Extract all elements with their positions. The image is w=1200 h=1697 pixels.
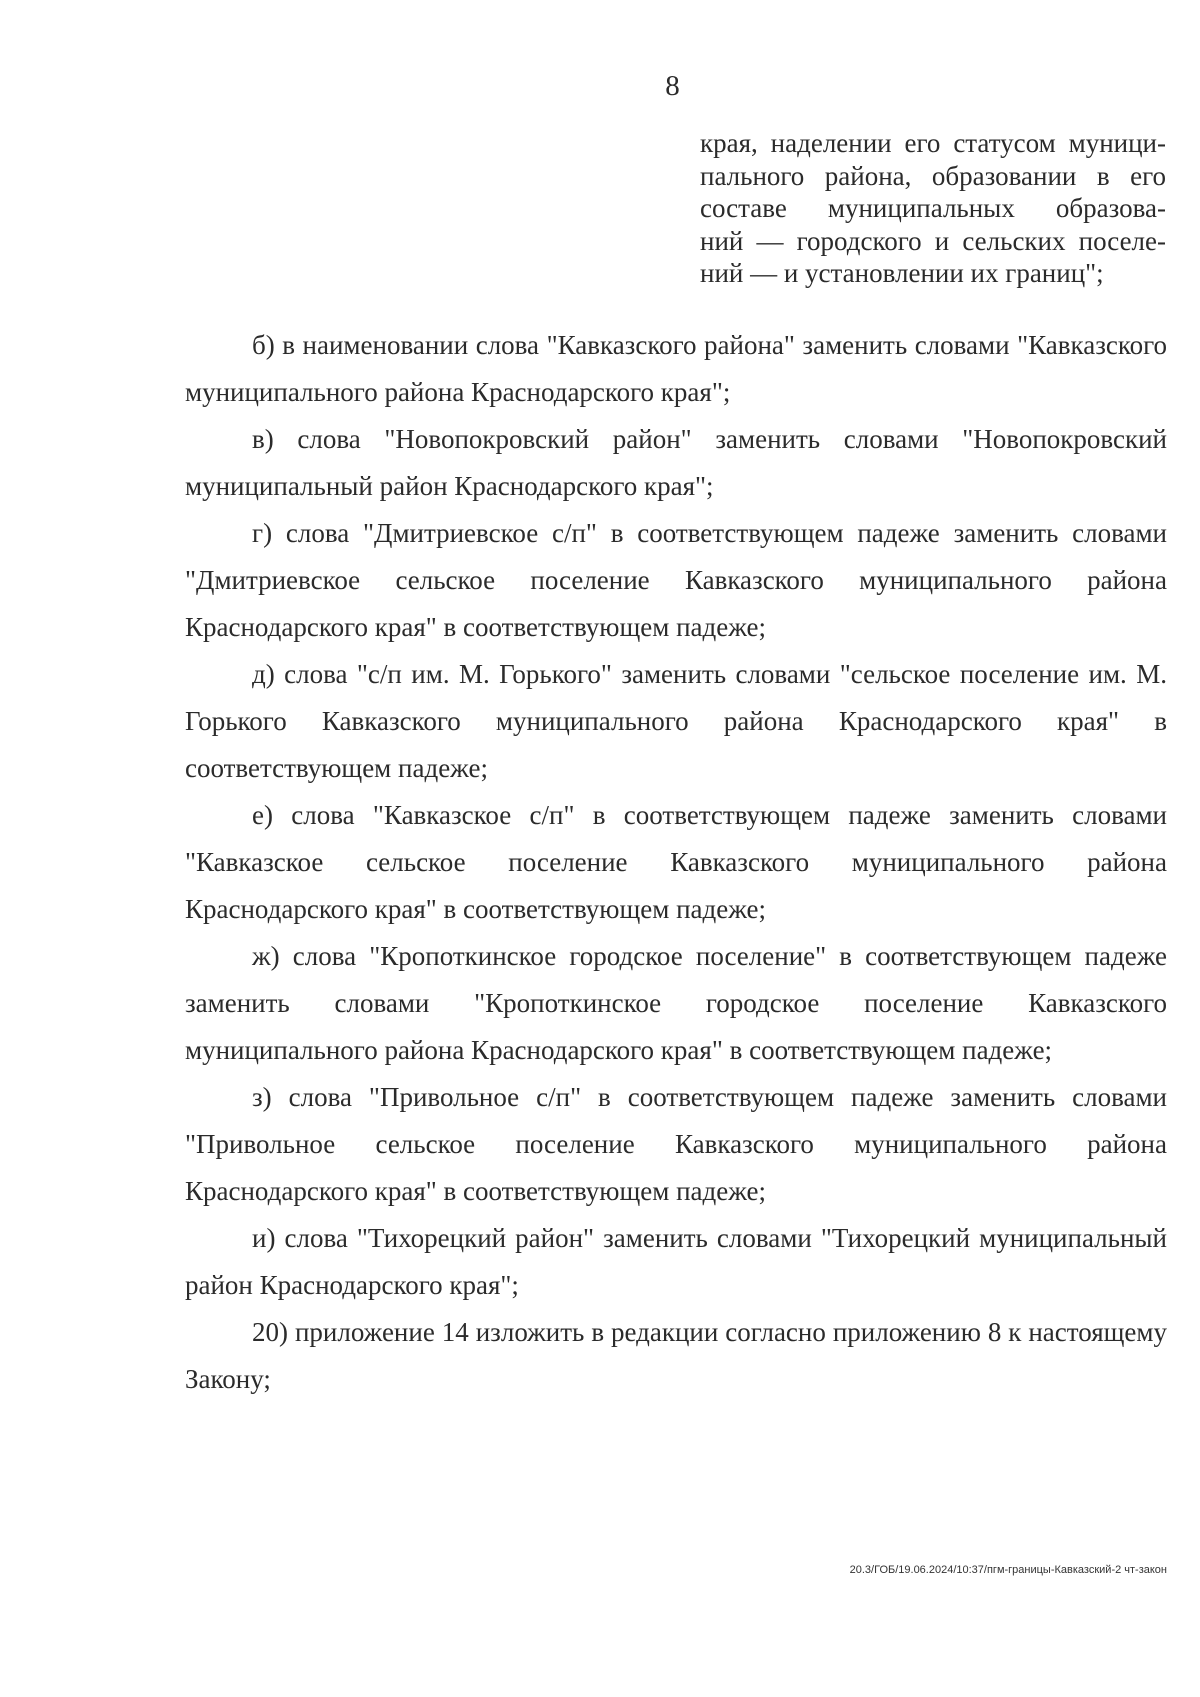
footer-document-code: 20.3/ГОБ/19.06.2024/10:37/пгм-границы-Кавказский-2 чт-закон <box>849 1564 1167 1576</box>
paragraph-d: д) слова "с/п им. М. Горького" заменить словами "сельское поселение им. М. Горького Кавказского муниципального района Краснодарского края" в соответствующем падеже; <box>185 659 1167 783</box>
header-line: пального района, образовании в его <box>700 160 1166 191</box>
header-line: ний — и установлении их границ"; <box>700 258 1104 288</box>
header-quote-block <box>700 127 1166 290</box>
paragraph-20: 20) приложение 14 изложить в редакции согласно приложению 8 к настоящему Закону; <box>185 1317 1167 1394</box>
header-line: составе муниципальных образова- <box>700 193 1166 223</box>
paragraph-zh: ж) слова "Кропоткинское городское поселение" в соответствующем падеже заменить словами "Кропоткинское городское поселение Кавказского муниципального района Краснодарского края" в соответствующем падеже; <box>185 941 1167 1065</box>
paragraph-g: г) слова "Дмитриевское с/п" в соответствующем падеже заменить словами "Дмитриевское сельское поселение Кавказского муниципального района Краснодарского края" в соответствующем падеже; <box>185 518 1167 642</box>
header-line: ний — городского и сельских поселе- <box>700 225 1166 256</box>
paragraph-v: в) слова "Новопокровский район" заменить словами "Новопокровский муниципальный район Краснодарского края"; <box>185 424 1167 501</box>
paragraph-e: е) слова "Кавказское с/п" в соответствующем падеже заменить словами "Кавказское сельское поселение Кавказского муниципального района Краснодарского края" в соответствующем падеже; <box>185 800 1167 924</box>
header-line: края, наделении его статусом муници- <box>700 128 1166 158</box>
body-text <box>185 322 1167 1403</box>
page-number: 8 <box>665 70 680 102</box>
paragraph-b: б) в наименовании слова "Кавказского района" заменить словами "Кавказского муниципального района Краснодарского края"; <box>185 330 1167 407</box>
paragraph-z: з) слова "Привольное с/п" в соответствующем падеже заменить словами "Привольное сельское поселение Кавказского муниципального района Краснодарского края" в соответствующем падеже; <box>185 1082 1167 1206</box>
paragraph-i: и) слова "Тихорецкий район" заменить словами "Тихорецкий муниципальный район Краснодарского края"; <box>185 1223 1167 1300</box>
